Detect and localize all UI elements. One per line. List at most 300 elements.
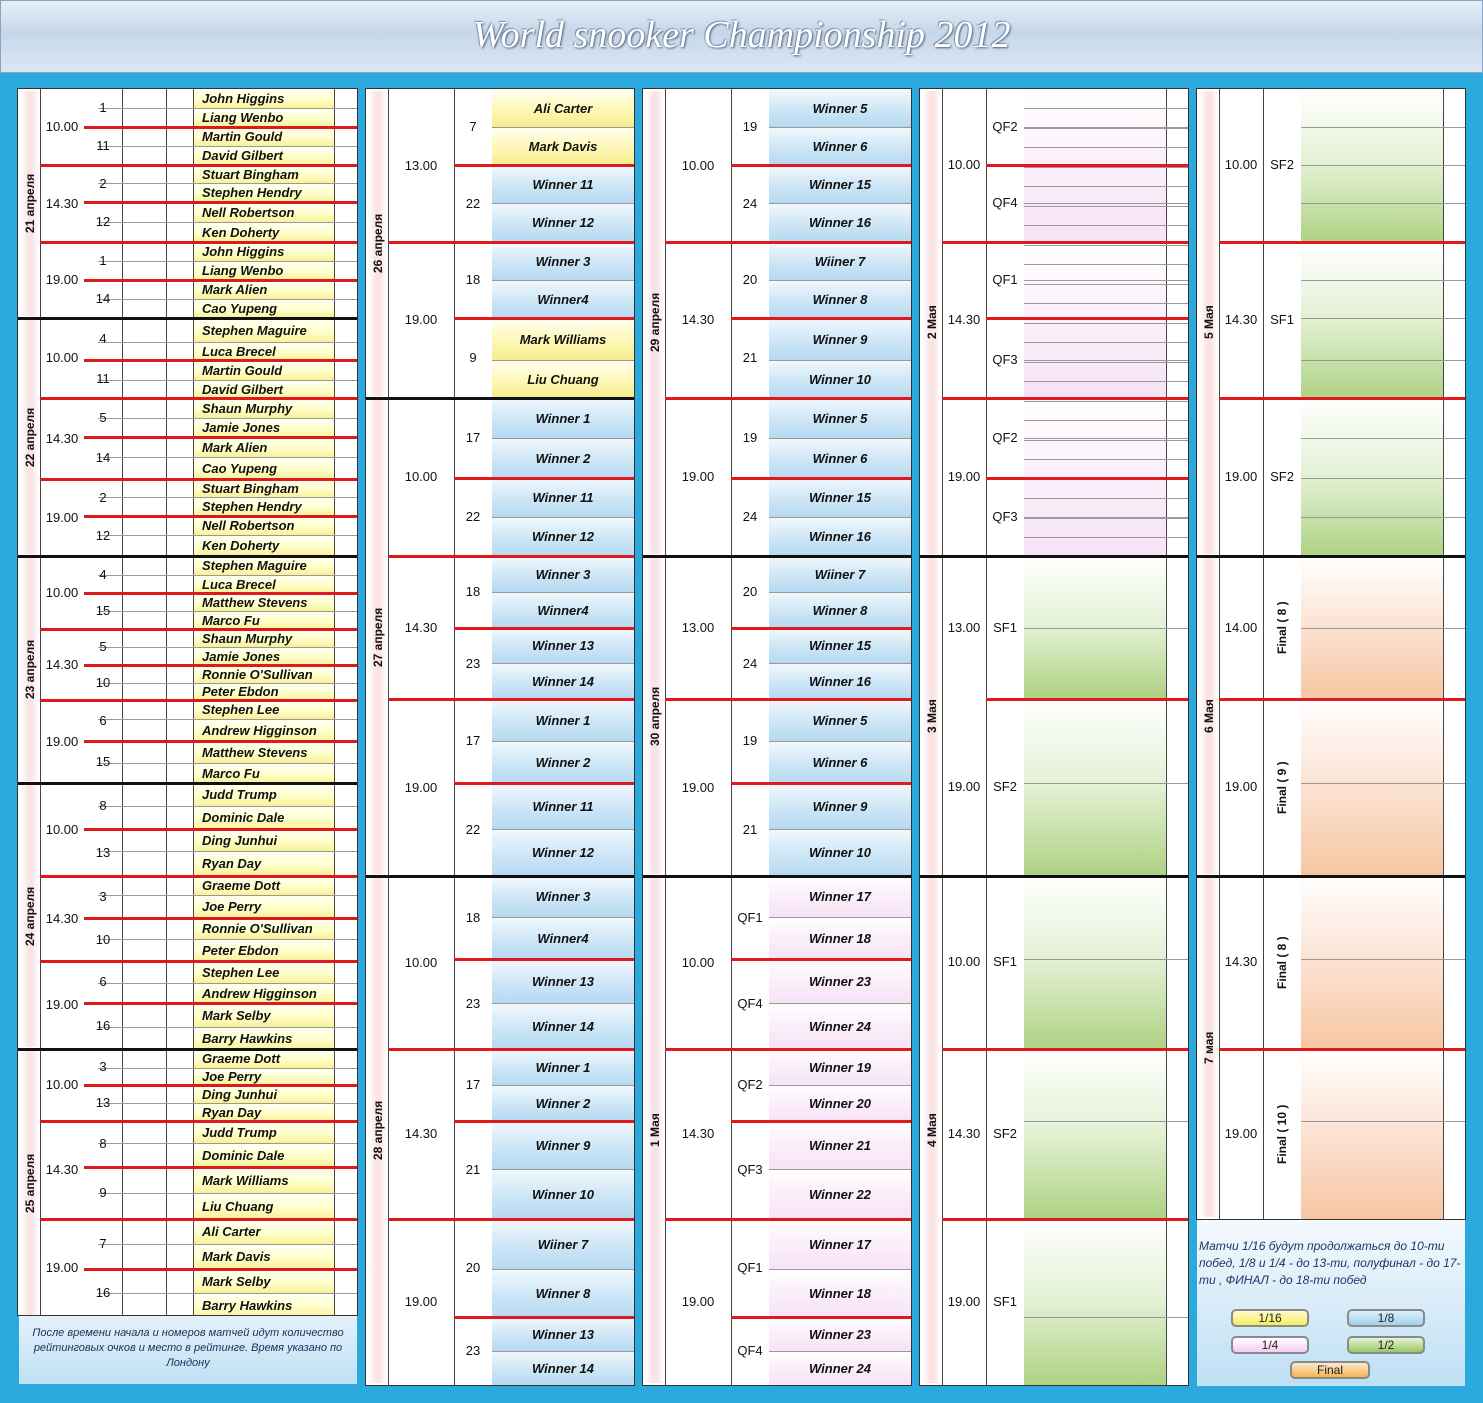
match-cell: Winner 16 [769,517,911,556]
row-divider [1024,280,1189,281]
row-divider [1024,264,1189,265]
player-cell: Stephen Lee [194,700,334,719]
row-divider [98,611,358,612]
date-label: 25 апреля [21,1051,39,1315]
match-cell: Winner 15 [769,628,911,663]
session-time: 19.00 [681,469,715,484]
row-divider [492,592,635,593]
column-divider [166,89,167,1315]
match-number: 18 [465,272,481,287]
row-divider [492,438,635,439]
row-divider [454,627,635,630]
match-cell: Winner 2 [492,1085,634,1121]
match-cell: Winner 18 [769,917,911,959]
row-divider [1219,397,1466,400]
row-divider [40,875,358,878]
match-number: SF2 [993,779,1017,794]
row-divider [40,960,358,963]
date-label: 7 мая [1200,878,1218,1217]
row-divider [942,397,1189,400]
row-divider [98,222,358,223]
row-divider [492,517,635,518]
match-cell: Winner 21 [769,1121,911,1169]
player-cell: Andrew Higginson [194,719,334,741]
player-cell: Stephen Hendry [194,183,334,202]
session-time: 14.30 [947,1126,981,1141]
player-cell: Matthew Stevens [194,593,334,611]
row-divider [84,515,358,518]
row-divider [98,575,358,576]
row-divider [665,1048,912,1051]
row-divider [98,1103,358,1104]
column-divider [334,89,335,1315]
match-number: QF2 [737,1077,763,1092]
title-bar [0,0,1483,73]
row-divider [1197,555,1466,558]
row-divider [1024,498,1189,499]
row-divider [388,1048,635,1051]
match-cell: Winner 3 [492,876,634,917]
player-cell: Stephen Maguire [194,318,334,342]
match-number: SF1 [993,1294,1017,1309]
match-number: 21 [742,350,758,365]
legend-1-16: 1/16 [1231,1309,1309,1327]
row-divider [98,1068,358,1069]
match-cell: Winner 9 [769,318,911,360]
match-number: SF2 [993,1126,1017,1141]
match-cell: Winner 10 [769,829,911,876]
player-cell: John Higgins [194,89,334,108]
row-divider [769,203,912,204]
row-divider [98,261,358,262]
session-time: 10.00 [947,954,981,969]
match-cell: Winner 3 [492,556,634,592]
row-divider [769,517,912,518]
row-divider [40,478,358,481]
session-time: 14.30 [45,910,79,926]
match-cell: Winner 5 [769,89,911,127]
session-time: 14.30 [45,195,79,211]
player-cell: Mark Selby [194,1269,334,1293]
row-divider [769,1269,912,1270]
match-number: 19 [742,733,758,748]
date-label: 26 апреля [369,91,387,396]
row-divider [1024,1121,1189,1122]
player-cell: Mark Selby [194,1003,334,1027]
player-cell: Ding Junhui [194,1085,334,1103]
legend-1-8: 1/8 [1347,1309,1425,1327]
row-divider [84,1268,358,1271]
match-cell: Winner 10 [769,360,911,398]
row-divider [84,664,358,667]
row-divider [492,127,635,128]
player-cell: Dominic Dale [194,806,334,829]
row-divider [454,958,635,961]
match-number: SF2 [1270,157,1294,172]
match-cell [1024,699,1166,876]
row-divider [986,477,1189,480]
row-divider [643,875,912,878]
session-time: 10.00 [45,584,79,600]
match-cell: Mark Williams [492,318,634,360]
player-cell: Mark Davis [194,1244,334,1269]
match-cell: Winner 2 [492,438,634,478]
match-cell: Winner 10 [492,1169,634,1219]
match-cell: Wiiner 7 [769,556,911,592]
session-time: 13.00 [404,157,438,173]
session-time: 14.30 [404,1126,438,1141]
player-cell: Andrew Higginson [194,983,334,1003]
match-cell: Winner 12 [492,517,634,556]
player-cell: Stephen Lee [194,961,334,983]
match-number: QF3 [992,509,1018,524]
session-time: 10.00 [45,1077,79,1092]
player-cell: Liu Chuang [194,1193,334,1219]
row-divider [84,359,358,362]
match-cell: Winner 8 [769,280,911,318]
match-cell: Winner4 [492,592,634,628]
row-divider [1024,517,1189,518]
column-5-7-may [1196,88,1466,1220]
match-cell: Winner 23 [769,1317,911,1351]
player-cell: Peter Ebdon [194,939,334,961]
match-number: 9 [99,1185,107,1200]
row-divider [1024,225,1189,226]
session-time: 14.30 [1224,954,1258,969]
player-cell: Graeme Dott [194,1049,334,1068]
match-number: 14 [95,291,111,306]
row-divider [731,1120,912,1123]
match-cell: Winner 19 [769,1049,911,1085]
legend-1-2: 1/2 [1347,1336,1425,1354]
row-divider [942,241,1189,244]
match-cell: Winner 9 [492,1121,634,1169]
row-divider [98,939,358,940]
row-divider [769,360,912,361]
player-cell: Marco Fu [194,611,334,629]
row-divider [1024,959,1189,960]
row-divider [1024,1317,1189,1318]
session-time: 19.00 [45,997,79,1012]
row-divider [98,1193,358,1194]
match-number: QF4 [737,1343,763,1358]
session-time: 14.30 [45,656,79,672]
row-divider [84,828,358,831]
session-time: 13.00 [947,620,981,635]
row-divider [665,1218,912,1221]
match-number: 18 [465,909,481,925]
match-number: 11 [96,371,110,386]
match-cell: Winner 8 [492,1269,634,1317]
match-number: 22 [465,509,481,524]
session-time: 19.00 [45,272,79,287]
session-time: 14.00 [1224,620,1258,635]
match-cell: Winner 13 [492,628,634,663]
match-number: QF3 [992,352,1018,367]
session-time: 19.00 [1224,779,1258,794]
match-number: 24 [742,509,758,524]
row-divider [1301,628,1466,629]
row-divider [731,164,912,167]
player-cell: Ding Junhui [194,829,334,851]
match-number: 17 [465,733,481,748]
row-divider [492,1003,635,1004]
session-time: 10.00 [45,119,79,134]
match-cell [1301,242,1443,398]
row-divider [769,438,912,439]
final-label: Final ( 8 ) [1275,936,1289,989]
match-cell [1301,699,1443,876]
player-cell: Ali Carter [194,1219,334,1244]
row-divider [454,1120,635,1123]
column-divider [388,89,389,1385]
match-number: 20 [465,1260,481,1275]
row-divider [98,497,358,498]
player-cell: Luca Brecel [194,575,334,593]
match-cell: Winner 11 [492,478,634,517]
row-divider [665,698,912,701]
match-number: 7 [99,1236,107,1251]
row-divider [920,875,1189,878]
date-label: 29 апреля [646,91,664,554]
page-title: World snooker Championship 2012 [472,14,1011,56]
row-divider [1024,203,1189,204]
column-26-28-april [365,88,635,1386]
row-divider [1024,362,1189,363]
row-divider [1301,517,1466,518]
match-number: 13 [95,1095,111,1110]
row-divider [1024,323,1189,324]
date-label: 21 апреля [21,91,39,316]
player-cell: Joe Perry [194,895,334,918]
row-divider [1301,280,1466,281]
row-divider [98,683,358,684]
row-divider [1024,420,1189,421]
session-time: 19.00 [404,779,438,795]
row-divider [84,917,358,920]
match-number: 1 [99,253,107,268]
row-divider [98,806,358,807]
date-label: 3 Мая [923,558,941,874]
match-number: 6 [99,712,107,728]
row-divider [98,851,358,852]
match-number: 23 [465,1343,481,1358]
match-cell: Winner 14 [492,1003,634,1049]
player-cell: Judd Trump [194,1121,334,1143]
player-cell: Ryan Day [194,1103,334,1121]
match-cell: Winner 2 [492,741,634,783]
match-cell: Winner 3 [492,242,634,280]
session-time: 14.30 [45,1162,79,1177]
row-divider [84,126,358,129]
match-number: 1 [99,100,107,115]
player-cell: Nell Robertson [194,202,334,222]
row-divider [492,1085,635,1086]
match-cell: Winner 22 [769,1169,911,1219]
date-label: 28 апреля [369,878,387,1383]
match-cell: Winner 12 [492,203,634,242]
row-divider [1301,165,1466,166]
match-cell: Winner 9 [769,783,911,829]
final-label: Final ( 8 ) [1275,601,1289,654]
column-21-25-april [17,88,358,1316]
row-divider [40,164,358,167]
row-divider [1024,537,1189,538]
player-cell: Cao Yupeng [194,457,334,479]
player-cell: Martin Gould [194,127,334,146]
match-cell [1301,1049,1443,1219]
match-number: 13 [95,844,111,860]
match-number: 5 [99,639,107,654]
player-cell: Stephen Hendry [194,497,334,516]
match-cell: Ali Carter [492,89,634,127]
match-cell: Winner4 [492,917,634,959]
session-time: 10.00 [681,954,715,970]
row-divider [454,164,635,167]
session-time: 14.30 [45,430,79,446]
row-divider [366,875,635,878]
session-time: 10.00 [404,469,438,484]
session-time: 19.00 [947,779,981,794]
session-time: 19.00 [1224,469,1258,484]
player-cell: Mark Williams [194,1167,334,1193]
row-divider [84,201,358,204]
row-divider [731,627,912,630]
match-number: 15 [95,603,111,618]
row-divider [84,740,358,743]
match-cell: Winner 1 [492,398,634,438]
match-number: SF1 [1270,312,1294,327]
match-number: 7 [469,119,477,134]
match-number: SF1 [993,620,1017,635]
date-label: 23 апреля [21,558,39,781]
match-cell: Winner 14 [492,1351,634,1385]
player-cell: Ronnie O'Sullivan [194,918,334,939]
column-divider [911,89,912,1385]
column-divider [193,89,194,1315]
match-number: 15 [95,754,111,769]
match-cell [1301,876,1443,1049]
match-cell: Winner 16 [769,663,911,699]
row-divider [84,436,358,439]
player-cell: Ronnie O'Sullivan [194,665,334,683]
row-divider [454,1316,635,1319]
row-divider [731,477,912,480]
row-divider [98,418,358,419]
row-divider [769,592,912,593]
match-cell [1024,1219,1166,1385]
match-cell: Winner 8 [769,592,911,628]
date-label: 5 Мая [1200,91,1218,554]
row-divider [84,1166,358,1169]
match-cell: Winner 1 [492,699,634,741]
player-cell: David Gilbert [194,146,334,165]
row-divider [769,280,912,281]
match-number: 18 [465,584,481,599]
row-divider [1301,438,1466,439]
match-cell: Winner 15 [769,165,911,203]
match-cell: Winner4 [492,280,634,318]
row-divider [731,1316,912,1319]
row-divider [769,1351,912,1352]
row-divider [98,1244,358,1245]
row-divider [388,555,635,558]
row-divider [769,741,912,742]
row-divider [1024,440,1189,441]
column-divider [665,89,666,1385]
row-divider [98,299,358,300]
row-divider [1024,438,1189,439]
row-divider [492,203,635,204]
match-cell: Winner 11 [492,783,634,829]
match-number: 6 [99,974,107,989]
match-number: 4 [99,331,107,346]
match-cell: Winner 12 [492,829,634,876]
row-divider [1301,959,1466,960]
match-cell: Winner 5 [769,699,911,741]
row-divider [98,763,358,764]
player-cell: Joe Perry [194,1068,334,1085]
row-divider [769,127,912,128]
date-label: 6 Мая [1200,558,1218,874]
row-divider [1024,459,1189,460]
match-number: QF1 [737,909,763,925]
session-time: 19.00 [681,1294,715,1309]
match-number: 10 [95,674,111,690]
date-label: 30 апреля [646,558,664,874]
player-cell: Cao Yupeng [194,299,334,318]
session-time: 19.00 [947,1294,981,1309]
player-cell: Martin Gould [194,360,334,380]
session-time: 13.00 [681,619,715,635]
date-label: 24 апреля [21,785,39,1047]
match-number: 20 [742,272,758,287]
player-cell: Judd Trump [194,783,334,806]
match-number: 4 [99,566,107,582]
column-29-april-1-may [642,88,912,1386]
row-divider [1219,241,1466,244]
session-time: 10.00 [45,350,79,365]
column-divider [122,89,123,1315]
row-divider [492,1169,635,1170]
session-time: 19.00 [45,509,79,525]
row-divider [731,317,912,320]
match-cell: Winner 6 [769,741,911,783]
match-cell: Winner 17 [769,876,911,917]
session-time: 14.30 [404,619,438,635]
row-divider [84,592,358,595]
match-cell: Liu Chuang [492,360,634,398]
match-number: 22 [465,821,481,837]
match-number: 9 [469,350,477,365]
row-divider [388,1218,635,1221]
match-number: 22 [465,195,481,211]
legend-final: Final [1290,1361,1370,1379]
match-cell: Winner 6 [769,438,911,478]
row-divider [1024,628,1189,629]
row-divider [986,698,1189,701]
row-divider [98,1143,358,1144]
match-cell: Winner 16 [769,203,911,242]
match-number: QF2 [992,430,1018,445]
date-label: 1 Мая [646,878,664,1383]
match-cell: Winner 24 [769,1003,911,1049]
row-divider [769,1003,912,1004]
row-divider [98,457,358,458]
player-cell: Stephen Maguire [194,556,334,575]
row-divider [1024,245,1189,246]
match-number: 8 [99,798,107,813]
